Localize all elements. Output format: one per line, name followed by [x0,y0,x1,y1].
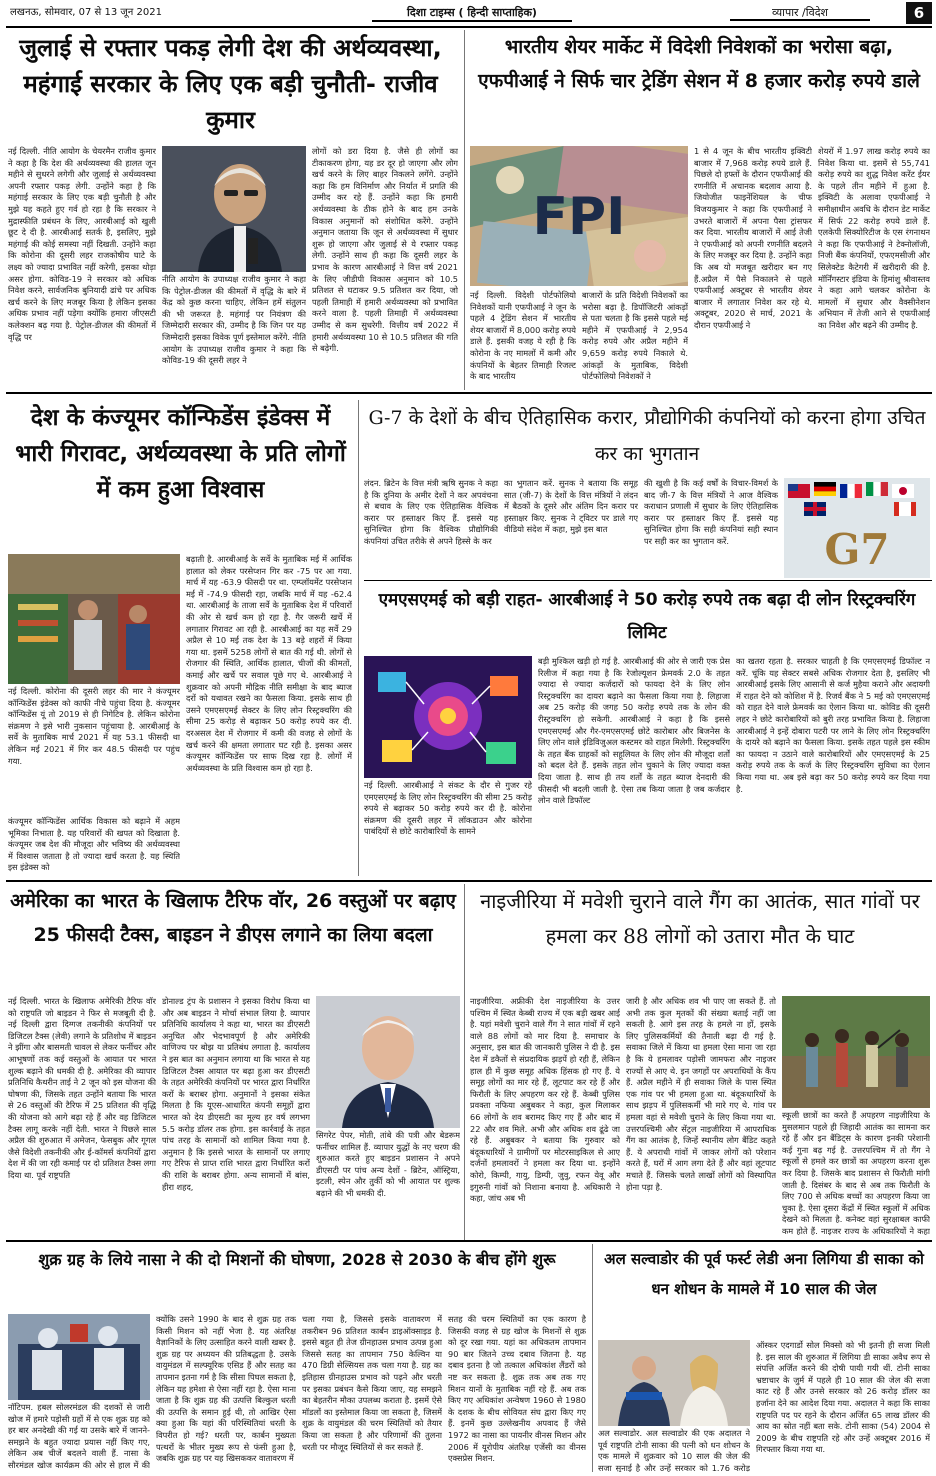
a3-photo-caption: नई दिल्ली. कोरोना की दूसरी लहर की मार ने कंज्यूमर कॉन्फिडेंस इंडेक्स को काफी नीचे पहुंचा दिया है. कंज्यूमर कॉन्फिडेंस यूं तो 2019 से ही निगेटिव है. लेकिन कोरोना संक्रमण ने इसे भारी नुकसान पहुंचाया है. आरबीआई के सर्वे के मुताबिक मार्च 2021 में यह 53.1 फीसदी था लेकिन मई 2021 में गिर कर 48.5 फीसदी पर पहुंच गया. [8,686,180,766]
a6-photo-caption: सिगरेट पेपर, मोती, तांबे की पत्री और बेडरूम फर्नीचर शामिल हैं. व्यापार युद्धों के नए चरण की शुरुआत करते हुए बाइडन प्रशासन ने अपने डीएसटी पर पांच अन्य देशों - ब्रिटेन, ऑस्ट्रिया, इटली, स्पेन और तुर्की को भी आयात पर शुल्क बढ़ाने की भी धमकी दी. [316,1130,460,1198]
a2-col1: 1 से 4 जून के बीच भारतीय इक्विटी बाजार में 7,968 करोड़ रुपये डाले हैं. पिछले दो हफ्तों के दौरान एफपीआई की रणनीति में अचानक बदलाव आया है. जियोजीत फाइनेंशियल के चीफ विजयकुमार ने कहा कि एफपीआई ने उभरते बाजारों में अपना पैसा ट्रांसफर कर दिया. भारतीय बाजारों में आई तेजी ने एफपीआई को अपनी रणनीति बदलने के लिए मजबूर कर दिया है. उन्होंने कहा कि अब यो मजबूत खरीदार बन गए हैं.अप्रैल में पैसे निकालने से पहले एफपीआई अक्टूबर से भारतीय शेयर बाजार में लगातार निवेश कर रहे थे. अक्टूबर, 2020 से मार्च, 2021 के दौरान एफपीआई ने [694,146,812,330]
a3-headline: देश के कंज्यूमर कॉन्फिडेंस इंडेक्स में भारी गिरावट, अर्थव्यवस्था के प्रति लोगों में कम हुआ विश्वास [15,405,346,503]
a4-col1: लंदन. ब्रिटेन के वित्त मंत्री ऋषि सुनक ने कहा है कि दुनिया के अमीर देशों ने कर अपवंचना से बचाव के लिए एक ऐतिहासिक वैश्विक करार पर हस्ताक्षर किए हैं. इससे यह सुनिश्चित होगा कि वैश्विक प्रौद्योगिकी कंपनियां उचित तरीके से अपने हिस्से के कर [364,478,498,546]
a3-photo [8,554,180,684]
a9-col1: ऑस्कर एदगार्डो सोल मिक्सो को भी इतनी ही सजा मिली है. इस साल की शुरुआत में लिगिया डी साका अवैध रूप से संपत्ति अर्जित करने की दोषी पायी गयी थीं. टोनी साका भ्रष्टाचार के जुर्म में पहले ही 10 साल की जेल की सजा काट रहे हैं और उनसे सरकार को 26 करोड़ डॉलर का हर्जाना देने का आदेश दिया गया. अदालत ने कहा कि साका राष्ट्रपति पद पर रहने के दौरान अर्जित 65 लाख डॉलर की आय का स्रोत नहीं बता सके. टोनी साका (54) 2004 से 2009 के बीच राष्ट्रपति रहे और उन्हें अक्टूबर 2016 में गिरफ्तार किया गया था. [756,1340,930,1455]
a4-col3: की खुशी है कि कई वर्षों के विचार-विमर्श के बाद जी-7 के वित्त मंत्रियों ने आज वैश्विक कराधान प्रणाली में सुधार के लिए ऐतिहासिक करार पर हस्ताक्षर किए हैं. इससे यह सुनिश्चित होगा कि सही कंपनियां सही स्थान पर सही कर का भुगतान करें. [644,478,778,546]
a9-photo-caption: अल सल्वाडोर. अल सल्वाडोर की एक अदालत ने पूर्व राष्ट्रपति टोनी साका की पत्नी को धन शोधन के एक मामले में शुक्रवार को 10 साल की जेल की सजा सुनाई है और उन्हें सरकार को 1.76 करोड़ [598,1428,750,1472]
a4-headline: G-7 के देशों के बीच ऐतिहासिक करार, प्रौद्योगिकी कंपनियों को करना होगा उचित कर का भुगतान [368,407,926,465]
a1-photo [162,146,306,272]
a4-g7-image [784,478,930,578]
divider [464,30,465,390]
a7-headline: नाइजीरिया में मवेशी चुराने वाले गैंग का आतंक, सात गांवों पर हमला कर 88 लोगों को उतारा मौत के घाट [480,889,920,948]
a4-col2: का भुगतान करें. सुनक ने बताया कि समूह सात (जी-7) के देशों के वित्त मंत्रियों ने लंदन में बैठकों के दूसरे और अंतिम दिन करार पर हस्ताक्षर किए. सुनक ने ट्विटर पर डाले गए वीडियो संदेश में कहा, मुझे इस बात [504,478,638,535]
divider [364,580,932,581]
a6-col2: डोनाल्ड ट्रंप के प्रशासन ने इसका विरोध किया था और अब बाइडन ने मोर्चा संभाल लिया है. व्यापार प्रतिनिधि कार्यालय ने कहा था, भारत का डीएसटी अनुचित और भेदभावपूर्ण है और अमेरिकी वाणिज्य पर बोझ या प्रतिबंध लगाता है. कार्यालय ने इस बात का अनुमान लगाया था कि भारत से यह डिजिटल टैक्स आयात पर बढ़ा हुआ कर डीएसटी के तहत अमेरिकी कंपनियों पर भारत द्वारा निर्धारित करों के बराबर होगा. अनुमानों ने इसका संकेत मिलता है कि यूएस-आधारित कंपनी समूहों द्वारा भारत को देय डीएसटी का मूल्य हर वर्ष लगभग 5.5 करोड़ डॉलर तक होगा. इस कार्रवाई के तहत पांच तरह के सामानों को शामिल किया गया है. अनुमान है कि इससे भारत के सामानों पर लगाए गए टैरिफ से प्राप्त राशि भारत द्वारा निर्धारित करों की राशि के बराबर होगा. अन्य सामानों में बांस, हीरा शहद, [162,996,310,1192]
a5-col1: बड़ी मुश्किल खड़ी हो गई है. आरबीआई की ओर से जारी एक प्रेस रिलीज में कहा गया है कि रेजोल्यूशन फ्रेमवर्क 2.0 के तहत ज्यादा से ज्यादा कर्जदारों को फायदा देने के लिए लोन रिस्ट्रक्चरिंग का दायरा बढ़ाने का फैसला किया गया है. लिहाजा अब 25 करोड़ की जगह 50 करोड़ रुपये तक के लोन की रीस्ट्रक्चरिंग हो सकेगी. आरबीआई ने कहा है कि इससे एमएसएमई और गैर-एमएसएमई छोटे कारोबार और बिजनेस के लिए लोन वाले इंडिविजुअल कस्टमर को राहत मिलेगी. रिस्ट्रक्चरिंग के तहत बैंक ग्राहकों को सहूलियत के लिए लोन की मौजूदा शर्तों को बदल देते हैं. इसके तहत लोन चुकाने के लिए ज्यादा वक्त दिया जाता है. साथ ही तय शर्तों के तहत ब्याज देनदारी की फीसदी भी बदली जाती है. ऐसा तब किया जाता है जब कर्जदार लोन वाले डिफॉल्ट [538,656,730,806]
a8-photo [8,1314,150,1400]
a8-col2: चला गया है, जिससे इसके वातावरण में तकरीबन 96 प्रतिशत कार्बन डाइऑक्साइड है. इससे बहुत ही तेज ग्रीनहाउस प्रभाव उत्पन्न हुआ जिससे सतह का तापमान 750 केल्विन या 470 डिग्री सेल्सियस तक चला गया है. ग्रह का इतिहास ग्रीनहाउस प्रभाव को पढ़ने और धरती पर इसका प्रबंधन कैसे किया जाए, यह समझने का बेहतरीन मौका उपलब्ध कराता है. इसमें ऐसे मॉडलों का इस्तेमाल किया जा सकता है, जिसमें शुक्र के वायुमंडल की चरम स्थितियों को तैयार किया जा सकता है और परिणामों की तुलना धरती पर मौजूद स्थितियों से कर सकते हैं. [302,1314,442,1452]
masthead-center: दिशा टाइम्स ( हिन्दी साप्ताहिक) [372,4,572,22]
a1-headline: जुलाई से रफ्तार पकड़ लेगी देश की अर्थव्यवस्था, महंगाई सरकार के लिए एक बड़ी चुनौती- राजीव कुमार [19,34,442,134]
a9-photo [598,1340,750,1426]
divider [358,400,359,876]
a7-col2: जारी है और अधिक शव भी पाए जा सकते हैं. तो अभी तक कुल मृतकों की संख्या बताई नहीं जा सकती है. आगे इस तरह के हमले ना हों, इसके लिए पुलिसकर्मियों की तैनाती बढ़ा दी गई है. सवाका जिले में किया था हमला ऐसा माना जा रहा है कि ये हमलावर पड़ोसी जामफरा और नाइजर राज्यों से आए थे. इन जगहों पर अपराधियों के कैंप हैं. अप्रैल महीने में ही सवाका जिले के पास स्थित एक गांव पर भी हमला हुआ था. बंदूकधारियों के साथ झड़प में पुलिसकर्मी भी मारे गए थे. गांव पर हमला वहां से मवेशी चुराने के लिए किया गया था. उत्तरपश्चिमी और सेंट्रल नाइजीरिया में आपराधिक गैंग का आतंक है, जिन्हें स्थानीय लोग बैंडिट कहते हैं. ये अपराधी गांवों में जाकर लोगों को परेशान करते हैं, घरों में आग लगा देते हैं और वहां लूटपाट मचाते हैं. जिसके चलते लाखों लोगों को विस्थापित होना पड़ा है. [626,996,776,1192]
masthead-section: व्यापार /विदेश [730,5,870,21]
a7-photo-caption: स्कूली छात्रों का करते हैं अपहरण नाइजीरिया के मुसलमान पहले ही जिहादी आतंक का सामना कर रहे हैं और इन बैंडिट्स के कारण इनकी परेशानी कई गुना बढ़ गई है. उत्तरपश्चिम में तो गैंग ने स्कूलों से हमले कर छात्रों का अपहरण करना शुरू कर दिया है. जिसके बाद प्रशासन से फिरौती मांगी जाती है. दिसंबर के बाद से अब तक फिरौती के लिए 700 से अधिक बच्चों का अपहरण किया जा चुका है. ऐसा दूसरा केंद्रों में स्थित स्कूलों में अधिक देखने को मिलता है. कनेक्ट वहां सुरक्षाबल काफी कम होते हैं. नाइजर राज्य के अधिकारियों ने कहा [782,1110,930,1236]
divider [6,392,932,394]
divider [6,880,932,882]
page-number-badge: 6 [906,2,932,24]
a7-col1: नाइजीरिया. अफ्रीकी देश नाइजीरिया के उत्तर पश्चिम में स्थित केब्बी राज्य में एक बड़ी खबर आई है. यहां मवेशी चुराने वाले गैंग ने सात गांवों में रहने वाले 88 लोगों को मार दिया है. समाचार के अनुसार, इस बात की जानकारी पुलिस ने दी है. इस देश में डकैतों से संप्रदायिक झड़पें हो रही हैं, लेकिन हाल ही में कुछ समूह अधिक हिंसक हो गए हैं. ये समूह लोगों का मार रहे हैं, लूटपाट कर रहे हैं और फिरौती के लिए अपहरण कर रहे हैं. केब्बी पुलिस प्रवक्ता नफिया अबुबकर ने कहा, कुल मिलाकर 66 लोगों के शव बरामद किए गए हैं और बाद में 22 और शव मिले. अभी और अधिक शव ढूंढे जा रहे हैं. अबुबकर ने बताया कि गुरुवार को बंदूकधारियों ने ग्रामीणों पर मोटरसाइकिल से आए दर्जनों हमलावरों ने हमला कर दिया था. इन्होंने कोरो, किम्पी, गायु, डिम्पी, जुवु, रफन येवू और इगुरुनी गांवों को निशाना बनाया है. अधिकारी ने कहा, जांच अब भी [470,996,620,1204]
a6-photo [316,996,460,1128]
a2-headline: भारतीय शेयर मार्केट में विदेशी निवेशकों का भरोसा बढ़ा, एफपीआई ने सिर्फ चार ट्रेडिंग सेशन में 8 हजार करोड़ रुपये डाले [478,36,920,92]
a2-col2: शेयरों में 1.97 लाख करोड़ रुपये का निवेश किया था. इसमें से 55,741 करोड़ रुपये का शुद्ध निवेश करेंट ईयर के पहले तीन महीने में हुआ है. इक्विटी के अलावा एफपीआई ने समीक्षाधीन अवधि के दौरान डेट मार्केट में सिर्फ 22 करोड़ रुपये डाले हैं. एलकेपी सिक्योरिटीज के एस रंगनाथन ने कहा कि एफपीआई ने टेक्नोलॉजी, निजी बैंक कंपनियों, एफएमसीजी और सिलेक्टेड कैटेगरी में खरीदारी की है. मॉर्निंगस्टार इंडिया के हिमांशु श्रीवास्तव ने कहा आगे चलकर कोरोना के मामलों में सुधार और वैक्सीनेशन अभियान में तेजी आने से एफपीआई का निवेश और बढ़ने की उम्मीद है. [818,146,930,330]
a2-low1: नई दिल्ली. विदेशी पोर्टफोलियो निवेशकों यानी एफपीआई ने जून के पहले 4 ट्रेडिंग सेशन में भारतीय शेयर बाजारों में 8,000 करोड़ रुपये डाले हैं. इसकी वजह ये रही है कि कोरोना के नए मामलों में कमी और कंपनियों के बेहतर तिमाही रिजल्ट के बाद भारतीय [470,290,576,382]
a8-col3: सतह की चरम स्थितियों का एक कारण है जिसकी वजह से ग्रह खोज के मिशनों से शुक्र को दूर रखा गया. यहां का अधिकतम तापमान 90 बार जितने उच्च दबाव जितना है. यह दबाव इतना है जो तत्काल अधिकांश लैंडरों को नष्ट कर सकता है. शुक्र तक अब तक गए मिशन यानों के मुताबिक नहीं रहे हैं. अब तक किए गए अधिकांश अन्वेषण 1960 से 1980 के दशक के बीच सोवियत संघ द्वारा किए गए हैं. इनमें कुछ उल्लेखनीय अपवाद हैं जैसे 1972 का नासा का पायनीर वीनस मिशन और 2006 में यूरोपीय अंतरिक्ष एजेंसी का वीनस एक्सप्रेस मिशन. [448,1314,586,1464]
masthead-rule [6,26,932,28]
a4-g7-label: G7 [824,525,890,574]
a8-photo-caption: नॉटिपम. हबल सोलरमंडल की दशकों से जारी खोज में हमारे पड़ोसी ग्रहों में से एक शुक्र ग्रह को हर बार अनदेखी की गई या उसके बारे में जानने-समझने के बहुत ज्यादा प्रयास नहीं किए गए, लेकिन अब चीजें बदलने वाली हैं. नासा के सौरमंडल खोज कार्यक्रम की ओर से हाल में की [8,1402,150,1470]
masthead-left: लखनऊ, सोमवार, 07 से 13 जून 2021 [10,7,162,18]
a1-col3: लोगों को डरा दिया है. जैसे ही लोगों का टीकाकरण होगा, यह डर दूर हो जाएगा और लोग खर्च करने के लिए बाहर निकलने लगेंगे. उन्होंने कहा कि हम विनिर्माण और निर्यात में प्रगति की उम्मीद कर रहे हैं. उन्होंने कहा कि हमारी अर्थव्यवस्था के ठीक होने के बाद हम उनके विकास अनुमानों को संशोधित करेंगे. उन्होंने अनुमान जताया कि जून से अर्थव्यवस्था में सुधार शुरू हो जाएगा और जुलाई से ये रफ्तार पकड़ लेगी. उन्होंने साथ ही कहा कि दूसरी लहर के प्रभाव के कारण आरबीआई ने वित्त वर्ष 2021 के लिए जीडीपी विकास अनुमान को 10.5 प्रतिशत से घटाकर 9.5 प्रतिशत कर दिया, जो पहली तिमाही में हमारी अर्थव्यवस्था को प्रभावित करने वाला है. पहली तिमाही में अर्थव्यवस्था उम्मीद से कम सुधरेगी. वित्तीय वर्ष 2022 में हमारी अर्थव्यवस्था 10 से 10.5 प्रतिशत की गति से बढ़ेगी. [312,146,458,354]
a3-col2: बढ़ाती है. आरबीआई के सर्वे के मुताबिक मई में आर्थिक हालात को लेकर परसेप्शन गिर कर -75 पर आ गया. मार्च में यह -63.9 फीसदी पर था. एम्प्लॉयमेंट परसेप्शन मई में -74.9 फीसदी रहा, जबकि मार्च में यह -62.4 था. आरबीआई के ताजा सर्वे के मुताबिक देश में परिवारों की ओर से खर्च कम हो रहा है. गैर जरूरी खर्चे में लगातार गिरावट आ रही है. आरबीआई का यह सर्वे 29 अप्रैल से 10 मई तक देश के 13 बड़े शहरों में किया गया था. इसमें 5258 लोगों से बात की गई थी. लोगों से रोजगार की स्थिति, आर्थिक हालात, चीजों की कीमतों, कमाई और खर्चे पर सवाल पूछे गए थे. आरबीआई ने शुक्रवार को अपनी मौद्रिक नीति समीक्षा के बाद ब्याज दरों को यथावत रखने का फैसला किया. इसके साथ ही उसने एमएसएमई सेक्टर के लिए लोन रिस्ट्रक्चरिंग की सीमा 25 करोड़ से बढ़ाकर 50 करोड़ रुपये कर दी. दरअसल देश में रोजगार में कमी की वजह से लोगों के खर्च करने की क्षमता लगातार घट रही है. इसका असर कंज्यूमर कॉन्फिडेंस पर साफ दिख रहा है. लोगों में अर्थव्यवस्था के प्रति विश्वास कम हो रहा है. [186,554,352,773]
a5-photo [364,656,532,778]
divider [464,884,465,1240]
a3-col1: कंज्यूमर कॉन्फिडेंस आर्थिक विकास को बढ़ाने में अहम भूमिका निभाता है. यह परिवारों की खपत को दिखाता है. कंज्यूमर जब देश की मौजूदा और भविष्य की अर्थव्यवस्था में विश्वास जताता है तो ज्यादा खर्च करता है. यह स्थिति इस इंडेक्स को [8,816,180,872]
a9-headline: अल सल्वाडोर की पूर्व फर्स्ट लेडी अना लिगिया डी साका को धन शोधन के मामले में 10 साल की जेल [604,1250,924,1298]
a2-fpi-text: FPI [532,187,626,247]
a5-col2: का खतरा रहता है. सरकार चाहती है कि एमएसएमई डिफॉल्ट न करें. चूंकि यह सेक्टर सबसे अधिक रोजगार देता है, इसलिए भी आरबीआई इसके लिए आसानी से कर्ज मुहैया कराने और अदायगी में राहत देने को कोशिश में है. रिजर्व बैंक ने 5 मई को एमएसएमई को राहत देने वाले फ्रेमवर्क का ऐलान किया था. कोविड की दूसरी लहर ने छोटे कारोबारियों को बुरी तरह प्रभावित किया है. लिहाजा आरबीआई ने इन्हें दोबारा पटरी पर लाने के लिए लोन रिस्ट्रक्चरिंग के दायरे को बढ़ाने का फैसला किया. इसके तहत पहले इस स्कीम का फायदा न उठाने वाले कारोबारियों और एमएसएमई के 25 करोड़ रुपये तक के कर्ज के लिए रिस्ट्रक्चरिंग सुविधा का ऐलान किया गया था. अब इसे बढ़ा कर 50 करोड़ रुपये कर दिया गया है. [736,656,930,794]
divider [6,1240,932,1242]
a5-headline: एमएसएमई को बड़ी राहत- आरबीआई ने 50 करोड़ रुपये तक बढ़ा दी लोन रिस्ट्रक्चरिंग लिमिट [378,590,916,643]
a7-photo [782,996,930,1108]
a6-headline: अमेरिका का भारत के खिलाफ टैरिफ वॉर, 26 वस्तुओं पर बढ़ाए 25 फीसदी टैक्स, बाइडन ने डीएस लगाने का लिया बदला [10,890,456,946]
a5-photo-caption: नई दिल्ली. आरबीआई ने संकट के दौर से गुजर रहे एमएसएमई के लिए लोन रिस्ट्रक्चरिंग की सीमा 25 करोड़ रुपये से बढ़ाकर 50 करोड़ रुपये कर दी है. कोरोना संक्रमण की दूसरी लहर में लॉकडाउन और कोरोना पाबंदियों से छोटे कारोबारियों के सामने [364,780,532,837]
a1-photo-caption: नीति आयोग के उपाध्यक्ष राजीव कुमार ने कहा कि पेट्रोल-डीजल की कीमतों में वृद्धि के बारे में केंद्र को कुछ करना चाहिए, लेकिन हमें संतुलन की भी जरूरत है. महंगाई पर नियंत्रण की जिम्मेदारी सरकार की, उम्मीद है कि जिन पर यह जिम्मेदारी इसका विवेक पूर्ण इस्तेमाल करेंगे. नीति आयोग के उपाध्यक्ष राजीव कुमार ने कहा कि कोविड-19 की दूसरी लहर ने [162,274,306,366]
a6-col1: नई दिल्ली. भारत के खिलाफ अमेरिकी टैरिफ वॉर को राष्ट्रपति जो बाइडन ने फिर से मजबूती दी है. नई दिल्ली द्वारा दिग्गज तकनीकी कंपनियों पर डिजिटल टैक्स (लेवी) लगाने के प्रतिशोध में बाइडन ने झींगा और बासमती चावल से लेकर फर्नीचर और आभूषणों तक कई वस्तुओं के आयात पर भारत शुल्क बढ़ाने की धमकी दी है. अमेरिका की व्यापार प्रतिनिधि कैथरीन ताई ने 2 जून को इस योजना की घोषणा की, जिसके तहत उन्होंने बताया कि भारत से 26 वस्तुओं की टैरिफ में 25 प्रतिशत की वृद्धि की योजना को आगे बढ़ा रहे हैं और वह डिजिटल टैक्स लागू करके नहीं देती. भारत ने पिछले साल अप्रैल की शुरुआत में अमेजन, फेसबुक और गूगल जैसे विदेशी तकनीकी और ई-कॉमर्स कंपनियों द्वारा देश में की जा रही कमाई पर दो प्रतिशत टैक्स लगा दिया था. पूर्व राष्ट्रपति [8,996,156,1180]
a8-col1: क्योंकि उसने 1990 के बाद से शुक्र ग्रह तक किसी मिशन को नहीं भेजा है. यह अंतरिक्ष वैज्ञानिकों के लिए उत्साहित करने वाली खबर है. शुक्र ग्रह पर अध्ययन की प्रतिबद्धता है. उसके वायुमंडल में सल्फ्यूरिक एसिड हैं और सतह का तापमान इतना गर्म है कि सीसा पिघल सकता है, लेकिन यह हमेशा से ऐसा नहीं रहा है. ऐसा माना जाता है कि शुक्र ग्रह की उत्पत्ति बिल्कुल धरती की उत्पत्ति के समान हुई थी, तो आखिर ऐसा क्या हुआ कि यहां की परिस्थितियां धरती के विपरीत हो गई? धरती पर, कार्बन मुख्यतः पत्थरों के भीतर मुख्य रूप से फंसी हुआ है, जबकि शुक्र ग्रह पर यह खिसककर वातावरण में [156,1314,296,1464]
a8-headline: शुक्र ग्रह के लिये नासा ने की दो मिशनों की घोषणा, 2028 से 2030 के बीच होंगे शुरू [38,1250,556,1269]
a2-low2: बाजारों के प्रति विदेशी निवेशकों का भरोसा बढ़ा है. डिपॉजिटरी आंकड़ों से पता चलता है कि इससे पहले मई महीने में एफपीआई ने 2,954 करोड़ रुपये और अप्रैल महीने में 9,659 करोड़ रुपये निकाले थे. आंकड़ों के मुताबिक, विदेशी पोर्टफोलियो निवेशकों ने [582,290,688,382]
a1-col1: नई दिल्ली. नीति आयोग के चेयरमैन राजीव कुमार ने कहा है कि देश की अर्थव्यवस्था की हालत जून महीने से सुधरने लगेगी और जुलाई से अर्थव्यवस्था अपनी रफ्तार पकड़ लेगी. उन्होंने कहा है कि महंगाई सरकार के लिए एक बड़ी चुनौती है और मुझे यह कहते हुए गर्व हो रहा है कि सरकार ने मुद्रास्फीति प्रबंधन के लिए, आरबीआई को खुली छूट दे दी है. आरबीआई सतर्क है, इसलिए, मुझे महंगाई की कोई समस्या नहीं दिखती. उन्होंने कहा कि कोरोना की दूसरी लहर राजकोषीय घाटे के लक्ष्य को ज्यादा प्रभावित नहीं करेगी, इसका थोड़ा असर होगा. कोविड-19 ने सरकार को अधिक निवेश करने, सार्वजनिक बुनियादी ढांचे पर अधिक खर्च करने के लिए मजबूर किया है लेकिन इसका अधिक प्रभाव नहीं पड़ेगा क्योंकि हमारा जीएसटी कलेक्शन बढ़ गया है. पेट्रोल-डीजल की कीमतों में वृद्धि पर [8,146,156,342]
a2-fpi-image [470,146,688,286]
divider [592,1244,593,1472]
